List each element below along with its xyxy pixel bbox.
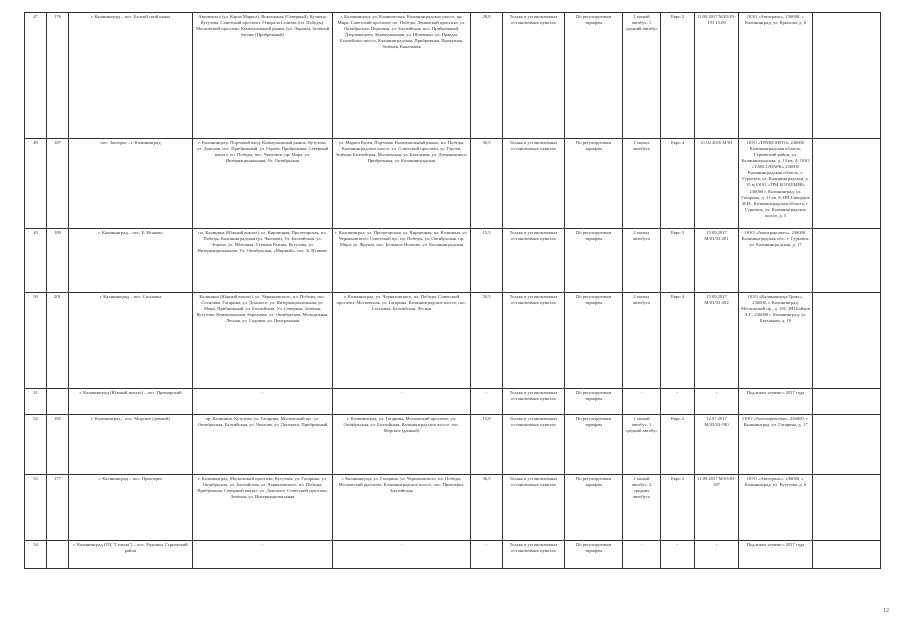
cell-registration-number: 177 [47,475,69,541]
cell-notes [813,293,881,389]
cell-stops: г. Калининград: Московский проспект, Кутузова, ул. Гагарина, ул. Октябрьская, ул. Балтийская, ул. Черняховского, пл. Победы, Прибрежная, Северный вокзал, ул. Донского, Советский проспект, Зелёная, ул. Интернациональная [193,475,333,541]
cell-vehicles: 2 малых автобуса [623,293,661,389]
cell-start-date: 12.07.2017 М/03/03-180 [695,415,739,475]
table-row [25,475,881,541]
cell-row-number: 52 [25,415,47,475]
cell-tariff-type: По регулируемым тарифам [565,293,623,389]
cell-route-name: г. Калининград – пос. Б. Исаково [69,229,193,293]
cell-notes [813,389,881,415]
cell-streets: г. Калининград: ул. Клиническая, Калининградское шоссе, пр. Мира, Советский проспект, пл. Победы, Ленинский проспект, ул. Октябрьская, Портовая, ул. Балтийская, пос. Прибрежный, Дзержинского, Коммунальная, ул. Шевченко, ул. Правды, Балтийское шоссе, Калининградская, Прибрежная, Прокатная, Зелёная, Канальная [333,13,471,139]
cell-route-name: г. Калининград – пос. Балтий ский канал [69,13,193,139]
cell-tariff-type: По регулируемым тарифам [565,139,623,229]
cell-tariff-type: По регулируемым тарифам [565,229,623,293]
cell-route-length: 30,5 [471,139,503,229]
cell-boarding-order: Только в установленных остановочных пунктах [503,475,565,541]
table-row [25,541,881,569]
cell-route-name: г. Калининград – пос. Сосновка [69,293,193,389]
cell-boarding-order: Только в установленных остановочных пунктах [503,415,565,475]
cell-ecological-class: Евро 3 [661,229,695,293]
table-row [25,229,881,293]
cell-route-length: 15,5 [471,229,503,293]
cell-streets: г. Калининград: ул. Гагарина, ул. Черняховского, пл. Победы, Московский проспект, Калининградское шоссе, пос. Приозерье, Балтийская [333,475,471,541]
cell-carrier: ООО «Автотранс», 236000, г. Калининград, ул. Крылова, д. 6 [739,13,813,139]
cell-route-length: 36,5 [471,475,503,541]
cell-row-number: 53 [25,475,47,541]
cell-streets: - [333,389,471,415]
cell-carrier: ООО «Автотранс», 236000, г. Калининград, ул. Кутузова, д. 6 [739,475,813,541]
table-row [25,415,881,475]
cell-notes [813,139,881,229]
cell-ecological-class: Евро 4 [661,293,695,389]
cell-streets: - [333,541,471,569]
cell-registration-number: 185 [47,415,69,475]
cell-row-number: 47 [25,13,47,139]
cell-route-name: г. Калининград (Южный вокзал) – пос. Приморский [69,389,193,415]
cell-boarding-order: Только в установленных остановочных пунктах [503,139,565,229]
cell-start-date: 11.09.2017 М/03/03-187 [695,475,739,541]
cell-notes [813,229,881,293]
cell-carrier: ООО «ТРАНСАВТО» 236000 Калининградская область, Гурьевский район, ул. Калининградская, д. 15 кв. 4; ООО «ТАКСОПАРК» 236000 Калининградская область, г. Гурьевск, ул. Калининградская, д. 15 в; ООО «ТРИ БОГАТЫРЯ» 236000 г. Калининград, ул. Гагарина, д. 11 кв. 8; ИП Скворцов И.И., Калининградская область, г. Гурьевск, ул. Калининградское шоссе, д. 5 [739,139,813,229]
cell-notes [813,541,881,569]
cell-streets: г. Калининград: ул. Черняховского, пл. Победы, Советский проспект, Московская, ул. Гагарина, Калининградское шоссе, пос. Сосновка, Балтийская, Лесная [333,293,471,389]
cell-ecological-class: - [661,541,695,569]
cell-ecological-class: Евро 2 [661,415,695,475]
cell-vehicles: 1 малый автобус, 1 средний автобус [623,13,661,139]
cell-row-number: 49 [25,229,47,293]
cell-tariff-type: По регулируемым тарифам [565,13,623,139]
cell-stops: Калинина (Южный вокзал), ул. Черняховского, пл. Победы, пос. Сосновка, Гагарина, ул. Донского, ул. Интернациональная, ул. Мира, Прибрежный, ул. Балтийская, Ул. Северная, Зелёная, Кутузова, Коммунальная, Березовая, ул. Октябрьская, Молодёжная, Лесная, ул. Садовая, ул. Центральная [193,293,333,389]
cell-stops: пр. Калинина, Кутузова, ул. Гагарина, Московский пр., ул. Октябрьская, Балтийская, ул. Чкалова, ул. Донского, Прибрежный [193,415,333,475]
cell-registration-number [47,541,69,569]
table-row [25,139,881,229]
cell-streets: г. Калининград: ул. Пролетарская, ул. Кирпичная, пл. Калинина, ул. Черняховского, Советский пр., пр. Победы, ул. Октябрьская, пр. Мира, ул. Фрунзе, пос. Большое Исаково, ул. Калининградская [333,229,471,293]
cell-carrier: Подлежит отмене с 2017 года [739,541,813,569]
cell-route-name: г. Калининград (ТЦ "Сельма") – пос. Родники, Гурьевский район [69,541,193,569]
cell-tariff-type: По регулируемым тарифам [565,475,623,541]
cell-ecological-class: Евро 2 [661,475,695,541]
cell-boarding-order: Только в установленных остановочных пунктах [503,229,565,293]
cell-registration-number: 176 [47,13,69,139]
cell-route-name: пос. Заозерье – г. Калининград [69,139,193,229]
cell-start-date: 21.02.2016 М/03 [695,139,739,229]
cell-stops: г. Калининград: Портовый вход, Коммунальный рынок, Кутузова, ул. Донская, пос. Прибрежный, ул. Героев, Прибрежная, Северный вокзал, пл. Победы, пос. Чкаловск, пр. Мира, ул. Интернациональная, Ул. Октябрьская [193,139,333,229]
cell-carrier: ООО «Автотрансавто», 236000, Калининградская обл., г. Гурьевск, ул. Калининградская, д. 17 [739,229,813,293]
cell-registration-number: 187 [47,139,69,229]
cell-route-length: - [471,541,503,569]
cell-notes [813,415,881,475]
cell-route-length: 28,8 [471,13,503,139]
cell-streets: г. Калининград: ул. Гагарина, Московский проспект, ул. Октябрьская, ул. Балтийская, Калининградское шоссе, пос. Морское (дачный) [333,415,471,475]
cell-carrier: ООО «Калининград-Тракт», 236000, г. Калининград, Московский пр., д. 181; ИП Бойков А.Г., 236000 г. Калининград, ул. Батальная, д. 19 [739,293,813,389]
cell-start-date: 15.09.2017 М/03/03-202 [695,293,739,389]
cell-vehicles: 1 малый автобус, 2 средних автобуса [623,475,661,541]
cell-tariff-type: По регулируемым тарифам [565,415,623,475]
cell-route-name: г. Калининград – пос. Приозерье [69,475,193,541]
cell-tariff-type: По регулируемым тарифам [565,541,623,569]
cell-ecological-class: - [661,389,695,415]
page-number: 12 [883,608,889,614]
cell-notes [813,475,881,541]
cell-vehicles: - [623,389,661,415]
cell-route-length: 50,5 [471,293,503,389]
cell-ecological-class: Евро 2 [661,13,695,139]
cell-notes [813,13,881,139]
cell-streets: ул. Марата Казея, Портовая, Коммунальный рынок, пл. Победы, Калининградское шоссе, ул. Советский проспект, ул. Героев, Зелёная, Балтийская, Московская, ул. Батальная, ул. Дзержинского, Прибрежная, ул. Калининградская [333,139,471,229]
table-row [25,293,881,389]
cell-start-date: - [695,389,739,415]
route-registry-table [24,12,881,569]
cell-stops: Автовокзал (ул. Карла Маркса), Вокзальная (Северный), Кузнеца, Кутузова, Советский проспект, Генерала Галиева (пл. Победы), Московский проспект, Коммунальный рынок (ул. Эпрона), Зелёный ёлочке (Прибрежный) [193,13,333,139]
cell-registration-number [47,389,69,415]
cell-route-length: 15,8 [471,415,503,475]
cell-stops: - [193,541,333,569]
cell-start-date: - [695,541,739,569]
cell-row-number: 48 [25,139,47,229]
cell-stops: - [193,389,333,415]
cell-carrier: ООО «Автоперевозки», 236000, г. Калининград, ул. Гагарина, д. 17 [739,415,813,475]
cell-vehicles: - [623,541,661,569]
cell-row-number: 51 [25,389,47,415]
cell-start-date: 15.09.2017 М/03/03-201 [695,229,739,293]
cell-registration-number: 201 [47,293,69,389]
cell-route-length: - [471,389,503,415]
cell-row-number: 50 [25,293,47,389]
cell-registration-number: 189 [47,229,69,293]
route-registry-sheet [24,12,880,569]
cell-boarding-order: Только в установленных остановочных пунктах [503,389,565,415]
cell-start-date: 11.09.2017 М/03/03-191 15:00 [695,13,739,139]
cell-row-number: 54 [25,541,47,569]
cell-boarding-order: Только в установленных остановочных пунктах [503,541,565,569]
cell-ecological-class: Евро 4 [661,139,695,229]
cell-stops: пл. Калинина (Южный вокзал), ул. Кирпичная, Пролетарская, пл. Победы, Калининградская (ул. Чкалова), Ул. Балтийская, ул. Эпрона, ул. Яблочная, Степана Разина, Кутузова, ул. Интернациональная, Ул. Октябрьская, «Мирный», пос. Б. Исаково [193,229,333,293]
cell-vehicles: 1 малый автобус, 1 средний автобус [623,415,661,475]
table-row [25,13,881,139]
cell-tariff-type: По регулируемым тарифам [565,389,623,415]
cell-carrier: Подлежит отмене с 2017 года [739,389,813,415]
cell-boarding-order: Только в установленных остановочных пунктах [503,13,565,139]
cell-boarding-order: Только в установленных остановочных пунктах [503,293,565,389]
cell-vehicles: 2 малых автобуса [623,139,661,229]
table-row [25,389,881,415]
cell-vehicles: 2 малых автобуса [623,229,661,293]
cell-route-name: г. Калининград – пос. Морское (дачный) [69,415,193,475]
